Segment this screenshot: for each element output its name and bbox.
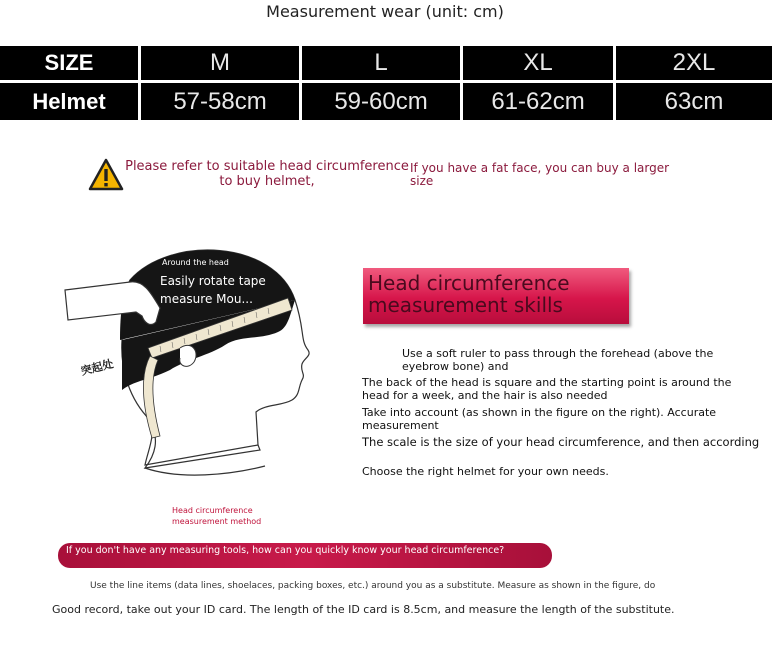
head-measurement-illustration	[60, 240, 360, 509]
around-head-label: Around the head	[162, 258, 229, 267]
footer-line-1: Use the line items (data lines, shoelaces, packing boxes, etc.) around you as a substitute. Measure as shown in the figure, do	[90, 581, 656, 591]
tips-heading: Head circumference measurement skills	[368, 271, 570, 317]
footer-line-2: Good record, take out your ID card. The length of the ID card is 8.5cm, and measure the length of the substitute.	[52, 603, 675, 616]
size-helmet-row	[0, 83, 774, 120]
question-text: If you don't have any measuring tools, how can you quickly know your head circumference?	[66, 545, 505, 556]
tip-line: The back of the head is square and the starting point is around the head for a week, and the hair is also needed	[362, 376, 732, 402]
size-row-cell: 57-58cm	[141, 83, 299, 120]
size-header-cell: L	[302, 46, 460, 80]
size-header-cell: XL	[463, 46, 613, 80]
tip-line: The scale is the size of your head circumference, and then according	[362, 435, 760, 449]
tip-line: Take into account (as shown in the figure on the right). Accurate measurement	[362, 406, 717, 432]
size-row-cell: 63cm	[616, 83, 772, 120]
size-row-cell: 61-62cm	[463, 83, 613, 120]
rotate-tape-label: Easily rotate tape measure Mou...	[160, 274, 266, 306]
size-row-cell: Helmet	[0, 83, 138, 120]
protrusion-label: 突起处	[79, 357, 115, 378]
page-title: Measurement wear (unit: cm)	[266, 2, 504, 21]
size-header-cell: M	[141, 46, 299, 80]
size-header-cell: 2XL	[616, 46, 772, 80]
warning-text-left: Please refer to suitable head circumference to buy helmet,	[125, 159, 409, 189]
tip-line: Choose the right helmet for your own needs.	[362, 465, 609, 478]
size-header-row	[0, 46, 774, 80]
warning-text-right: If you have a fat face, you can buy a larger size	[410, 161, 670, 188]
size-row-cell: 59-60cm	[302, 83, 460, 120]
tip-line: Use a soft ruler to pass through the forehead (above the eyebrow bone) and	[402, 347, 714, 373]
size-table	[0, 46, 774, 122]
size-header-cell: SIZE	[0, 46, 138, 80]
illustration-caption: Head circumference measurement method	[172, 506, 262, 526]
warning-icon	[88, 158, 124, 196]
